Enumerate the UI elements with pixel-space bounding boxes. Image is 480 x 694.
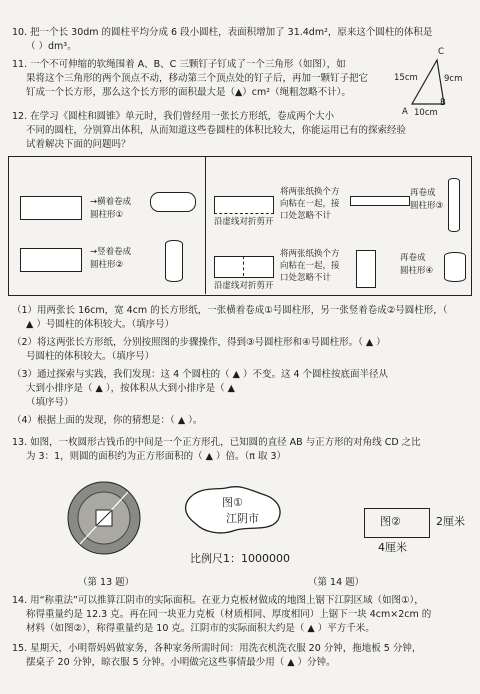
side-10cm: 10cm [414,108,438,118]
roll1-text: →横着卷成 圆柱形① [90,197,132,220]
roll3-text: 再卷成 圆柱形③ [410,188,444,211]
cut-text-1: 沿虚线对折剪开 [214,217,274,227]
q12-sub1-line1: （1）用两张长 16cm，宽 4cm 的长方形纸，一张横着卷成①号圆柱形，另一张竖着卷成②号圆柱形，（ [12,305,448,316]
q10-line1: 10. 把一个长 30dm 的圆柱平均分成 6 段小圆柱，表面积增加了 31.4dm²，原来这个圆柱的体积是 [12,27,433,38]
cylinder-4 [444,252,466,282]
side-9cm: 9cm [444,74,463,84]
map-scale: 比例尺1：1000000 [190,552,290,565]
sample-rect-label: 图② [380,515,401,528]
q12-sub2-line1: （2）将这两张长方形纸，分别按照图的步骤操作，得到③号圆柱形和④号圆柱形。（ ▲ ） [12,337,386,348]
caption-q13: （第 13 题） [78,577,135,588]
q11-line3: 钉成一个长方形，那么这个长方形的面积最大是（▲）cm²（绳粗忽略不计）。 [26,87,351,98]
panel-divider [205,157,206,294]
paper-rect-2 [20,248,82,272]
q14-line2: 称得重量约是 12.3 克。再在同一块亚力克板（材质相同、厚度相同）上锯下一块 4cm×2cm 的 [26,609,432,620]
map-figure-label: 图① [222,496,243,509]
join-text-1: 将两张纸换个方 向粘在一起，接 口处忽略不计 [280,187,340,221]
q11-line1: 11. 一个不可伸缩的软绳围着 A、B、C 三颗钉子钉成了一个三角形（如图），如 [12,59,346,70]
q15-line1: 15. 星期天，小明帮妈妈做家务，各种家务所需时间：用洗衣机洗衣服 20 分钟，拖地板 5 分钟， [12,643,422,654]
cut-text-2: 沿虚线对折剪开 [214,281,274,291]
joined-strip-2 [356,250,376,288]
roll4-text: 再卷成 圆柱形④ [400,253,434,276]
vertex-a: A [402,107,408,117]
cylinder-1 [150,192,196,212]
q10-line2: （ ）dm³。 [26,41,77,52]
paper-rect-1 [20,196,82,220]
map-city-label: 江阴市 [226,512,259,525]
q12-line2: 不同的圆柱，分别算出体积，从而知道这些卷圆柱的体积比较大，你能运用已有的探索经验 [26,125,407,136]
q12-sub3-line3: （填序号） [26,397,74,408]
q14-line1: 14. 用“称重法”可以推算江阴市的实际面积。在亚力克板材做成的地图上锯下江阴区域（如图①）， [12,595,424,606]
vertex-b: B [440,98,446,108]
sample-rect-width: 4厘米 [378,541,407,554]
sample-rect-height: 2厘米 [436,515,465,528]
jiangyin-map [180,480,290,540]
joined-strip-1 [350,196,410,206]
paper-rect-4 [214,256,274,278]
q12-sub4: （4）根据上面的发现，你的猜想是：（ ▲ ）。 [12,415,203,426]
vertex-c: C [438,47,444,57]
q12-sub2-line2: 号圆柱的体积较大。（填序号） [26,351,155,362]
join-text-2: 将两张纸换个方 向粘在一起，接 口处忽略不计 [280,249,340,283]
q13-line1: 13. 如图，一枚圆形古钱币的中间是一个正方形孔，已知圆的直径 AB 与正方形的对角线 CD 之比 [12,437,421,448]
paper-rect-3 [214,196,274,214]
q12-sub3-line2: 大到小排序是（ ▲ ），按体积从大到小排序是（ ▲ [26,383,235,394]
q15-line2: 摆桌子 20 分钟，晾衣服 5 分钟。小明做完这些事情最少用（ ▲ ）分钟。 [26,657,336,668]
cylinder-3 [448,178,460,232]
roll2-text: →竖着卷成 圆柱形② [90,247,132,270]
q13-line2: 为 3：1，则圆的面积约为正方形面积的（ ▲ ）倍。（π 取 3） [26,451,287,462]
q14-line3: 材料（如图②），称得重量约是 10 克。江阴市的实际面积大约是（ ▲ ）平方千米。 [26,623,375,634]
q12-sub3-line1: （3）通过探索与实践，我们发现：这 4 个圆柱的（ ▲ ）不变。这 4 个圆柱按底面半径从 [12,369,389,380]
q12-line3: 试着解决下面的问题吗？ [26,139,131,150]
q11-line2: 果将这个三角形的两个顶点不动，移动第三个顶点处的钉子后，再加一颗钉子把它 [26,73,369,84]
cylinder-2 [165,240,183,282]
caption-q14: （第 14 题） [308,577,365,588]
q12-line1: 12. 在学习《圆柱和圆锥》单元时，我们曾经用一张长方形纸，卷成两个大小 [12,111,335,122]
q12-sub1-line2: ▲ ）号圆柱的体积较大。（填序号） [26,319,175,330]
side-15cm: 15cm [394,73,418,83]
coin-figure [64,478,144,558]
dashed-cut-line [243,256,244,276]
